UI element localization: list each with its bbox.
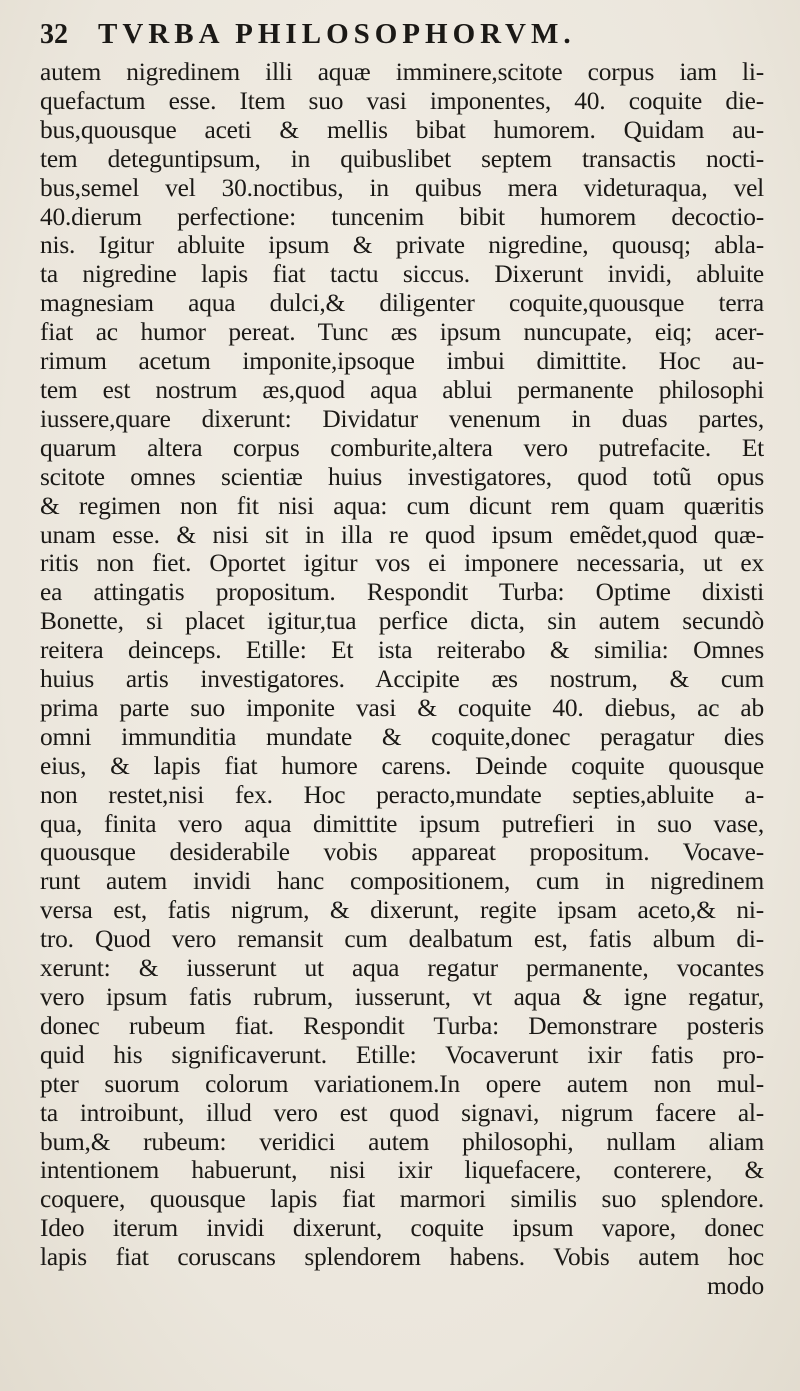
text-line: quousque desiderabile vobis appareat propositum. Vocave- xyxy=(40,838,764,867)
text-line: tem est nostrum æs,quod aqua ablui permanente philosophi xyxy=(40,375,764,404)
text-line: omni immunditia mundate & coquite,donec peragatur dies xyxy=(40,722,764,751)
text-line: quefactum esse. Item suo vasi imponentes, 40. coquite die- xyxy=(40,86,764,115)
text-line: tro. Quod vero remansit cum dealbatum est, fatis album di- xyxy=(40,925,764,954)
text-line: & regimen non fit nisi aqua: cum dicunt rem quam quæritis xyxy=(40,491,764,520)
body-text xyxy=(40,58,764,1301)
text-line: donec rubeum fiat. Respondit Turba: Demonstrare posteris xyxy=(40,1011,764,1040)
text-line: bum,& rubeum: veridici autem philosophi, nullam aliam xyxy=(40,1127,764,1156)
text-line: autem nigredinem illi aquæ imminere,scitote corpus iam li- xyxy=(40,58,764,86)
text-line: prima parte suo imponite vasi & coquite 40. diebus, ac ab xyxy=(40,693,764,722)
text-line: iussere,quare dixerunt: Dividatur venenum in duas partes, xyxy=(40,404,764,433)
text-line: huius artis investigatores. Accipite æs nostrum, & cum xyxy=(40,665,764,694)
text-line: tem deteguntipsum, in quibuslibet septem transactis nocti- xyxy=(40,144,764,173)
text-line: intentionem habuerunt, nisi ixir liquefacere, conterere, & xyxy=(40,1156,764,1185)
text-line: xerunt: & iusserunt ut aqua regatur permanente, vocantes xyxy=(40,954,764,983)
text-line: rimum acetum imponite,ipsoque imbui dimittite. Hoc au- xyxy=(40,347,764,376)
text-line: bus,semel vel 30.noctibus, in quibus mera videturaqua, vel xyxy=(40,173,764,202)
text-line: ta introibunt, illud vero est quod signavi, nigrum facere al- xyxy=(40,1098,764,1127)
text-line: coquere, quousque lapis fiat marmori similis suo splendore. xyxy=(40,1185,764,1214)
text-line: pter suorum colorum variationem.In opere autem non mul- xyxy=(40,1069,764,1098)
running-title: TVRBA PHILOSOPHORVM. xyxy=(98,18,576,50)
text-line: magnesiam aqua dulci,& diligenter coquite,quousque terra xyxy=(40,289,764,318)
text-line: Bonette, si placet igitur,tua perfice dicta, sin autem secundò xyxy=(40,607,764,636)
text-line: scitote omnes scientiæ huius investigatores, quod totũ opus xyxy=(40,462,764,491)
text-line: quarum altera corpus comburite,altera vero putrefacite. Et xyxy=(40,433,764,462)
running-head xyxy=(40,18,764,58)
text-line: nis. Igitur abluite ipsum & private nigredine, quousq; abla- xyxy=(40,231,764,260)
text-line: reitera deinceps. Etille: Et ista reiterabo & similia: Omnes xyxy=(40,636,764,665)
text-line: unam esse. & nisi sit in illa re quod ipsum emẽdet,quod quæ- xyxy=(40,520,764,549)
text-line: runt autem invidi hanc compositionem, cum in nigredinem xyxy=(40,867,764,896)
text-line: Ideo iterum invidi dixerunt, coquite ipsum vapore, donec xyxy=(40,1214,764,1243)
text-line: ea attingatis propositum. Respondit Turba: Optime dixisti xyxy=(40,578,764,607)
text-line: ritis non fiet. Oportet igitur vos ei imponere necessaria, ut ex xyxy=(40,549,764,578)
text-line: qua, finita vero aqua dimittite ipsum putrefieri in suo vase, xyxy=(40,809,764,838)
text-line: versa est, fatis nigrum, & dixerunt, regite ipsam aceto,& ni- xyxy=(40,896,764,925)
text-line: modo xyxy=(706,1272,764,1301)
text-line: lapis fiat coruscans splendorem habens. Vobis autem hoc xyxy=(40,1243,764,1272)
text-line: fiat ac humor pereat. Tunc æs ipsum nuncupate, eiq; acer- xyxy=(40,318,764,347)
text-line: non restet,nisi fex. Hoc peracto,mundate septies,abluite a- xyxy=(40,780,764,809)
text-line: bus,quousque aceti & mellis bibat humorem. Quidam au- xyxy=(40,115,764,144)
text-line: 40.dierum perfectione: tuncenim bibit humorem decoctio- xyxy=(40,202,764,231)
page-number: 32 xyxy=(40,19,68,50)
text-line: ta nigredine lapis fiat tactu siccus. Dixerunt invidi, abluite xyxy=(40,260,764,289)
text-line: eius, & lapis fiat humore carens. Deinde coquite quousque xyxy=(40,751,764,780)
text-line: vero ipsum fatis rubrum, iusserunt, vt aqua & igne regatur, xyxy=(40,983,764,1011)
text-line: quid his significaverunt. Etille: Vocaverunt ixir fatis pro- xyxy=(40,1040,764,1069)
